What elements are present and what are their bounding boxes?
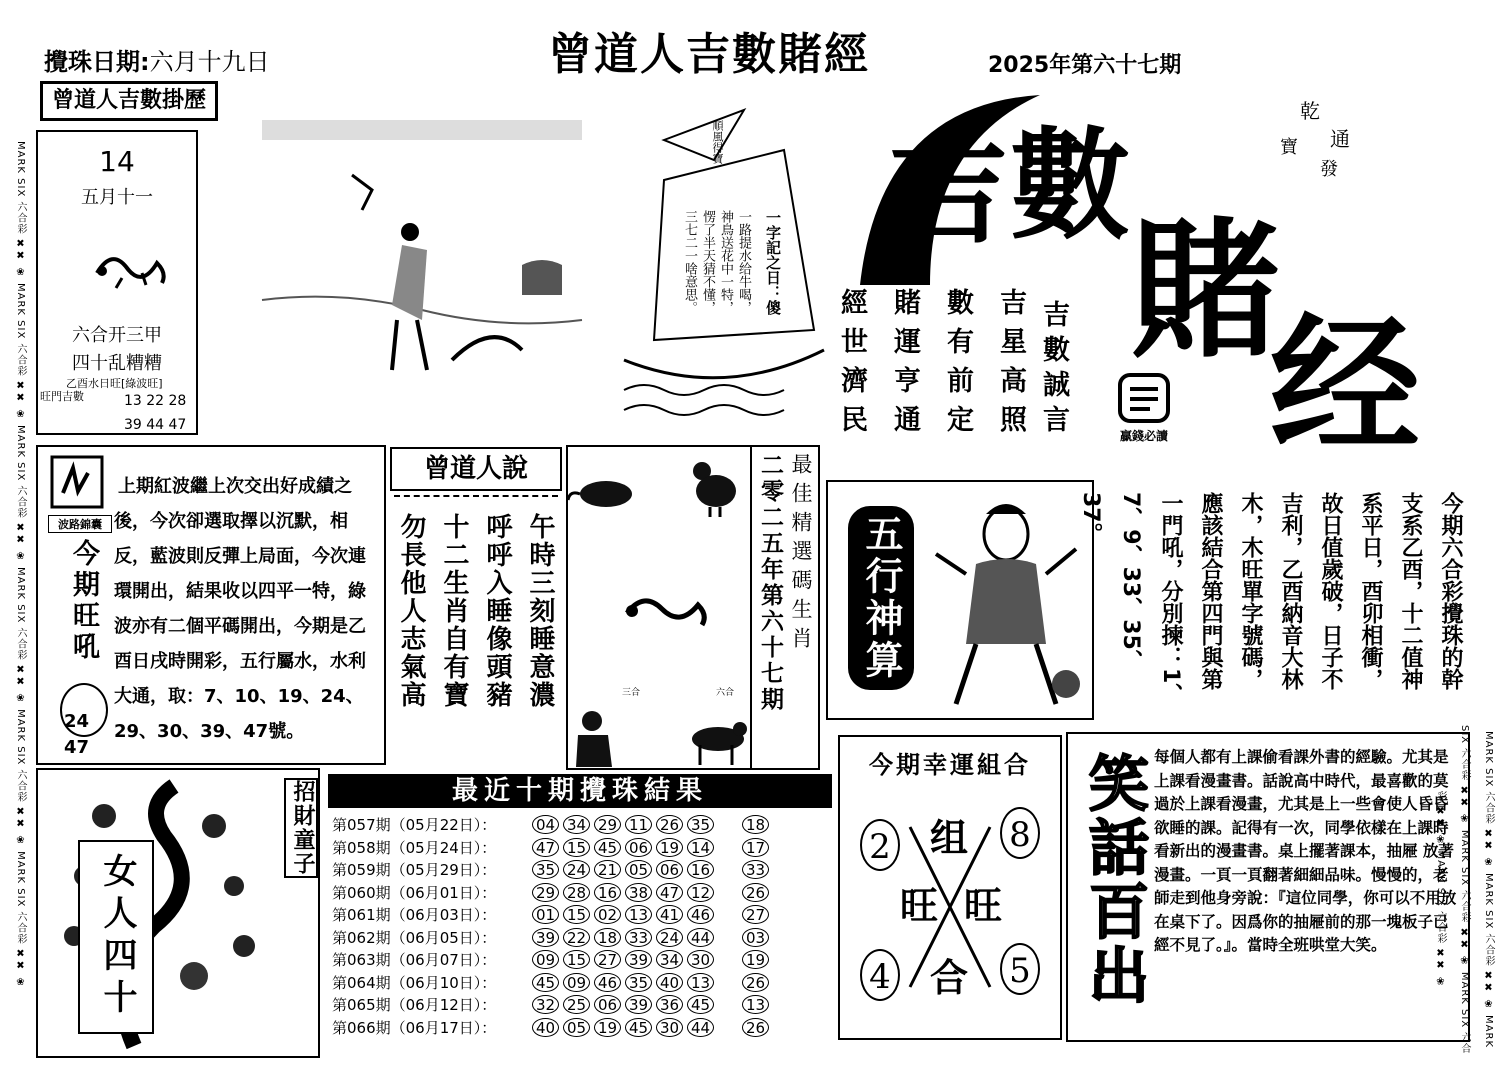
five-elements-column: 7、9、33、35、37。 bbox=[1078, 492, 1143, 672]
results-period: 第058期（05月24日）： bbox=[332, 838, 497, 857]
result-ball: 05 bbox=[625, 860, 652, 879]
five-elements-title: 五行神算 bbox=[848, 506, 914, 690]
result-ball: 12 bbox=[687, 883, 714, 902]
results-row bbox=[332, 949, 773, 971]
result-ball: 38 bbox=[625, 883, 652, 902]
big-title-char: 吉 bbox=[888, 120, 1008, 261]
result-ball: 29 bbox=[532, 883, 559, 902]
child-label: 招財童子 bbox=[284, 778, 318, 878]
result-ball: 16 bbox=[687, 860, 714, 879]
result-ball: 24 bbox=[563, 860, 590, 879]
results-row bbox=[332, 814, 773, 836]
corner-char: 寶 bbox=[1280, 137, 1298, 158]
rooster-icon bbox=[686, 457, 742, 517]
result-ball: 25 bbox=[563, 995, 590, 1014]
result-ball: 29 bbox=[594, 815, 621, 834]
results-period: 第066期（06月17日）： bbox=[332, 1018, 497, 1037]
corner-char: 發 bbox=[1320, 159, 1338, 180]
lucky-box bbox=[838, 735, 1062, 1040]
wave-label: 今期旺吼 bbox=[68, 539, 99, 663]
child-text: 女人四十 bbox=[78, 840, 154, 1034]
result-ball: 45 bbox=[625, 1018, 652, 1037]
dragon-icon bbox=[622, 587, 712, 631]
result-ball: 45 bbox=[687, 995, 714, 1014]
fist-icon bbox=[1114, 367, 1174, 427]
five-elements-column: 應該結合第四門與第 bbox=[1198, 492, 1223, 690]
calendar-nums-1: 13 22 28 bbox=[124, 393, 187, 409]
sail-poem-line: 三七二一啥意思。 bbox=[682, 210, 697, 314]
result-ball: 24 bbox=[656, 928, 683, 947]
calendar-lunar: 五月十一 bbox=[81, 187, 153, 208]
calendar-note: 乙酉水日旺[綠波旺] bbox=[66, 377, 163, 390]
lucky-number: 4 bbox=[860, 949, 900, 1001]
sail-flag: 順風得寶 bbox=[711, 120, 724, 164]
sail-poem-line: 愣了半天猜不懂， bbox=[700, 210, 715, 314]
joke-title: 笑話百出 bbox=[1079, 752, 1149, 1008]
result-ball: 06 bbox=[594, 995, 621, 1014]
results-row bbox=[332, 859, 773, 881]
calendar-box bbox=[36, 75, 222, 435]
result-ball: 28 bbox=[563, 883, 590, 902]
five-elements-column: 今期六合彩攪珠的幹 bbox=[1438, 492, 1463, 690]
result-ball: 19 bbox=[656, 838, 683, 857]
results-row bbox=[332, 904, 773, 926]
five-elements-text bbox=[1078, 492, 1470, 722]
result-ball: 16 bbox=[594, 883, 621, 902]
five-elements-column: 系平日，酉卯相衝， bbox=[1358, 492, 1383, 690]
result-ball: 35 bbox=[687, 815, 714, 834]
zodiac-divider bbox=[750, 447, 752, 770]
result-ball: 30 bbox=[656, 1018, 683, 1037]
five-elements-column: 支系乙酉，十二值神 bbox=[1398, 492, 1423, 690]
result-ball: 09 bbox=[532, 950, 559, 969]
right-side-strip: MARK SIX 六合彩 ✖✖ ❀ MARK SIX 六合彩 ✖✖ ❀ MARK SIX 六合彩 ✖✖ ❀ MARK SIX 六合彩 ✖✖ ❀ MARK SIX 六合彩 ✖✖ ❀ MARK SIX 六合彩 ✖✖ ❀ bbox=[1435, 725, 1494, 1055]
result-ball: 06 bbox=[625, 838, 652, 857]
special-ball: 26 bbox=[742, 973, 769, 992]
results-row bbox=[332, 1017, 773, 1039]
fortune-column: 經世濟民 bbox=[836, 288, 867, 444]
wave-badge bbox=[48, 453, 112, 533]
result-ball: 34 bbox=[656, 950, 683, 969]
fortune-columns bbox=[836, 288, 1030, 468]
results-period: 第064期（06月10日）： bbox=[332, 973, 497, 992]
result-ball: 40 bbox=[532, 1018, 559, 1037]
result-ball: 36 bbox=[656, 995, 683, 1014]
result-ball: 39 bbox=[625, 950, 652, 969]
says-column: 十二生肖自有寶 bbox=[439, 513, 469, 709]
results-period: 第063期（06月07日）： bbox=[332, 951, 497, 969]
result-ball: 02 bbox=[594, 905, 621, 924]
big-title-char: 经 bbox=[1270, 298, 1421, 474]
winning-badge bbox=[1102, 367, 1186, 457]
result-ball: 04 bbox=[532, 815, 559, 834]
result-ball: 35 bbox=[532, 860, 559, 879]
five-elements-box bbox=[826, 480, 1094, 720]
result-ball: 13 bbox=[625, 905, 652, 924]
special-ball: 17 bbox=[742, 838, 769, 857]
draw-date-value: 六月十九日 bbox=[149, 48, 270, 76]
results-row bbox=[332, 994, 773, 1016]
says-title: 曾道人說 bbox=[390, 447, 562, 491]
result-ball: 27 bbox=[594, 950, 621, 969]
lucky-number: 2 bbox=[860, 819, 900, 871]
result-ball: 22 bbox=[563, 928, 590, 947]
wave-box bbox=[36, 445, 386, 765]
result-ball: 13 bbox=[687, 973, 714, 992]
lucky-number: 5 bbox=[1000, 943, 1040, 995]
wave-badge-label: 波路錦囊 bbox=[48, 515, 112, 533]
says-columns bbox=[390, 513, 562, 763]
wave-num: 24 bbox=[64, 711, 90, 732]
result-ball: 32 bbox=[532, 995, 559, 1014]
fortune-column: 賭運亨通 bbox=[889, 288, 920, 444]
result-ball: 47 bbox=[656, 883, 683, 902]
results-row bbox=[332, 837, 773, 859]
deity-illustration bbox=[926, 494, 1090, 714]
calendar-day: 14 bbox=[99, 145, 135, 178]
rat-icon bbox=[568, 472, 638, 512]
results-period: 第061期（06月03日）： bbox=[332, 906, 497, 924]
result-ball: 46 bbox=[687, 905, 714, 924]
lucky-number: 8 bbox=[1000, 807, 1040, 859]
calendar-nums-2: 39 44 47 bbox=[124, 417, 187, 433]
results-period: 第065期（06月12日）： bbox=[332, 996, 497, 1014]
sail-poem-line: 一路提水给牛喝， bbox=[736, 210, 751, 314]
lucky-char: 组 bbox=[930, 815, 969, 860]
result-ball: 33 bbox=[625, 928, 652, 947]
result-ball: 18 bbox=[594, 928, 621, 947]
result-ball: 46 bbox=[594, 973, 621, 992]
five-elements-column: 吉利，乙酉納音大林 bbox=[1278, 492, 1303, 690]
says-column: 午時三刻睡意濃 bbox=[525, 513, 555, 709]
result-ball: 44 bbox=[687, 928, 714, 947]
calendar-poem-1: 六合开三甲 bbox=[72, 325, 162, 346]
wave-text: 上期紅波繼上次交出好成績之後，今次卻選取擇以沉默，相反，藍波則反彈上局面，今次連環開出，結果收以四平一特，綠波亦有二個平碼開出，今期是乙酉日戌時開彩，五行屬水，水利大通，取：7、10、19、24、29、30、39、47號。 bbox=[114, 476, 366, 742]
sail-panel bbox=[624, 100, 824, 430]
results-box bbox=[326, 774, 832, 1040]
wave-num: 47 bbox=[64, 737, 90, 758]
result-ball: 44 bbox=[687, 1018, 714, 1037]
result-ball: 47 bbox=[532, 838, 559, 857]
calendar-title: 曾道人吉數掛歷 bbox=[40, 81, 218, 121]
results-row bbox=[332, 927, 773, 949]
five-elements-column: 一門吼，分別揀：1、 bbox=[1158, 492, 1183, 706]
special-ball: 26 bbox=[742, 883, 769, 902]
says-panel bbox=[390, 445, 562, 765]
dragon-icon bbox=[92, 243, 172, 293]
result-ball: 39 bbox=[625, 995, 652, 1014]
special-ball: 03 bbox=[742, 928, 769, 947]
draw-date bbox=[44, 42, 270, 77]
issue-number: 2025年第六十七期 bbox=[988, 53, 1182, 78]
lucky-char: 旺 bbox=[900, 883, 939, 928]
lucky-char: 合 bbox=[930, 955, 969, 1000]
result-ball: 40 bbox=[656, 973, 683, 992]
big-title-char: 數 bbox=[1010, 115, 1130, 256]
dog-icon bbox=[686, 715, 750, 767]
five-elements-column: 故日值歲破，日子不 bbox=[1318, 492, 1343, 690]
result-ball: 06 bbox=[656, 860, 683, 879]
farmer-illustration bbox=[262, 120, 582, 385]
result-ball: 15 bbox=[563, 950, 590, 969]
result-ball: 34 bbox=[563, 815, 590, 834]
joke-box bbox=[1066, 732, 1470, 1042]
special-ball: 27 bbox=[742, 905, 769, 924]
result-ball: 19 bbox=[594, 1018, 621, 1037]
result-ball: 11 bbox=[625, 815, 652, 834]
says-column: 勿長他人志氣高 bbox=[396, 513, 426, 709]
zodiac-box bbox=[566, 445, 820, 770]
results-period: 第059期（05月29日）： bbox=[332, 861, 497, 879]
draw-date-label: 攪珠日期: bbox=[44, 48, 150, 76]
joke-text: 每個人都有上課偷看課外書的經驗。尤其是上課看漫畫書。話說高中時代，最喜歡的莫過於上課看漫畫，尤其是上一些會使人昏昏欲睡的課。記得有一次，同學依樣在上課時看新出的漫畫書。桌上擺著課本，抽屜 放著漫畫。一頁一頁翻著細細品味。慢慢的，老師走到他身旁說：『這位同學，你可以不用放在桌下了。因爲你的抽屜前的那一塊板子已經不見了。』。當時全班哄堂大笑。 bbox=[1154, 748, 1457, 954]
zodiac-note: 六合 bbox=[716, 688, 735, 698]
result-ball: 01 bbox=[532, 905, 559, 924]
calendar-side-note: 旺門吉數 bbox=[40, 390, 84, 403]
result-ball: 15 bbox=[563, 838, 590, 857]
zodiac-note: 三合 bbox=[622, 688, 641, 698]
result-ball: 15 bbox=[563, 905, 590, 924]
special-ball: 13 bbox=[742, 995, 769, 1014]
result-ball: 35 bbox=[625, 973, 652, 992]
result-ball: 45 bbox=[594, 838, 621, 857]
lucky-char: 旺 bbox=[964, 883, 1003, 928]
results-period: 第060期（06月01日）： bbox=[332, 883, 497, 902]
corner-char: 通 bbox=[1330, 127, 1350, 151]
special-ball: 26 bbox=[742, 1018, 769, 1037]
big-title-char: 賭 bbox=[1130, 203, 1281, 379]
winning-badge-label: 贏錢必讀 bbox=[1119, 429, 1168, 443]
says-divider bbox=[394, 495, 558, 497]
result-ball: 26 bbox=[656, 815, 683, 834]
result-ball: 05 bbox=[563, 1018, 590, 1037]
sail-poem-line: 神鳥送花中一特， bbox=[718, 210, 733, 314]
fortune-column: 數有前定 bbox=[942, 288, 973, 444]
results-period: 第062期（06月05日）： bbox=[332, 928, 497, 947]
special-ball: 19 bbox=[742, 950, 769, 969]
calendar-poem-2: 四十乱糟糟 bbox=[72, 353, 162, 374]
sail-poem bbox=[652, 210, 752, 340]
result-ball: 30 bbox=[687, 950, 714, 969]
special-ball: 33 bbox=[742, 860, 769, 879]
results-row bbox=[332, 972, 773, 994]
left-side-strip: MARK SIX 六合彩 ✖✖ ❀ MARK SIX 六合彩 ✖✖ ❀ MARK SIX 六合彩 ✖✖ ❀ MARK SIX 六合彩 ✖✖ ❀ MARK SIX 六合彩 ✖✖ ❀ MARK SIX 六合彩 ✖✖ ❀ bbox=[15, 141, 26, 989]
fortune-column: 吉星高照 bbox=[995, 288, 1026, 444]
page-title: 曾道人吉數賭經 bbox=[548, 29, 870, 80]
zodiac-side: 最佳精選碼生肖 bbox=[789, 453, 813, 656]
results-row bbox=[332, 882, 773, 904]
result-ball: 45 bbox=[532, 973, 559, 992]
results-title: 最近十期攪珠結果 bbox=[328, 774, 832, 808]
sail-label: 一字記之日：傻 bbox=[764, 210, 782, 315]
zodiac-year: 二零二五年第六十七期 bbox=[757, 453, 783, 713]
monkey-icon bbox=[568, 709, 624, 769]
results-period: 第057期（05月22日）： bbox=[332, 816, 497, 834]
result-ball: 09 bbox=[563, 973, 590, 992]
says-column: 呼呼入睡像頭豬 bbox=[482, 513, 512, 709]
result-ball: 41 bbox=[656, 905, 683, 924]
fortune-side: 吉數誠言 bbox=[1038, 300, 1069, 440]
hand-icon bbox=[48, 453, 106, 511]
result-ball: 21 bbox=[594, 860, 621, 879]
child-box bbox=[36, 768, 320, 1058]
lucky-title: 今期幸運組合 bbox=[869, 751, 1031, 779]
result-ball: 14 bbox=[687, 838, 714, 857]
five-elements-column: 木，木旺單字號碼， bbox=[1238, 492, 1263, 690]
special-ball: 18 bbox=[742, 815, 769, 834]
corner-char: 乾 bbox=[1300, 99, 1320, 123]
result-ball: 39 bbox=[532, 928, 559, 947]
